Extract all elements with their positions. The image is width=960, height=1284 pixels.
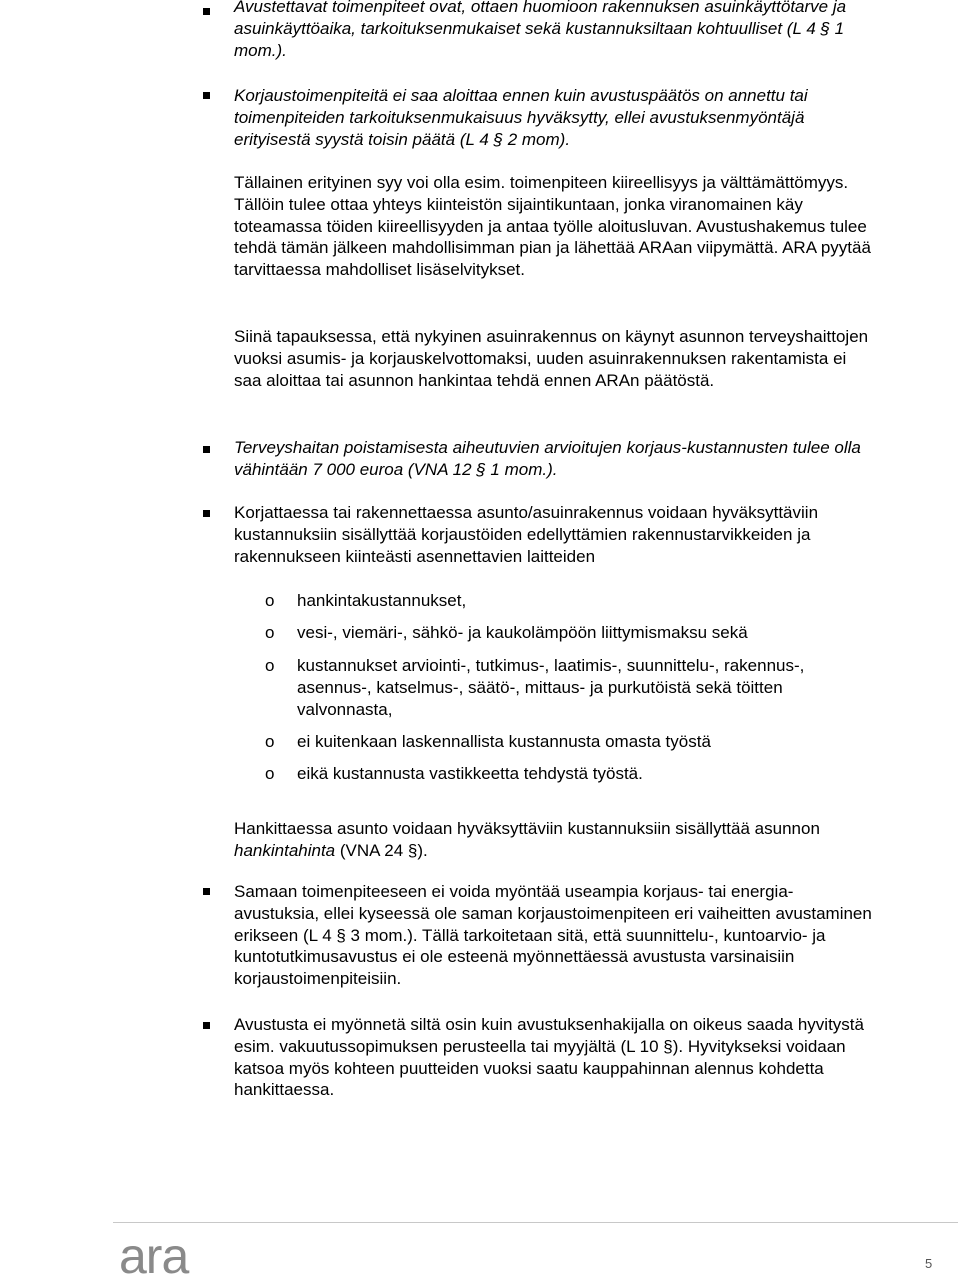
paragraph-2: Korjaustoimenpiteitä ei saa aloittaa ennen kuin avustuspäätös on annettu tai toimenpiteiden tarkoituksenmukaisuus hyväksytty, ellei avustuksenmyöntäjä erityisestä syystä toisin päätä (L 4 § 2 mom). xyxy=(234,86,808,149)
sublist-marker: o xyxy=(265,591,275,610)
bullet-marker xyxy=(203,92,210,99)
paragraph-7-text: Hankittaessa asunto voidaan hyväksyttäviin kustannuksiin sisällyttää asunnon xyxy=(234,819,820,838)
footer-divider xyxy=(113,1222,958,1223)
sublist-marker: o xyxy=(265,732,275,751)
paragraph-5: Terveyshaitan poistamisesta aiheutuvien arvioitujen korjaus-kustannusten tulee olla vähintään 7 000 euroa (VNA 12 § 1 mom.). xyxy=(234,438,861,479)
paragraph-4: Siinä tapauksessa, että nykyinen asuinrakennus on käynyt asunnon terveyshaittojen vuoksi asumis- ja korjauskelvottomaksi, uuden asuinrakennuksen rakentamista ei saa aloittaa tai asunnon hankintaa tehdä ennen ARAn päätöstä. xyxy=(234,327,869,390)
sublist-item: ei kuitenkaan laskennallista kustannusta omasta työstä xyxy=(297,732,711,751)
bullet-marker xyxy=(203,510,210,517)
bullet-marker xyxy=(203,888,210,895)
bullet-marker xyxy=(203,8,210,15)
sublist-marker: o xyxy=(265,764,275,783)
sublist-item: hankintakustannukset, xyxy=(297,591,467,610)
bullet-marker xyxy=(203,1022,210,1029)
sublist-marker: o xyxy=(265,623,275,642)
paragraph-6: Korjattaessa tai rakennettaessa asunto/asuinrakennus voidaan hyväksyttäviin kustannuksiin sisällyttää korjaustöiden edellyttämien rakennustarvikkeiden ja rakennukseen kiinteästi asennettavien laitteiden xyxy=(234,503,819,566)
sublist-marker: o xyxy=(265,656,275,675)
paragraph-3: Tällainen erityinen syy voi olla esim. toimenpiteen kiireellisyys ja välttämättömyys. Tällöin tulee ottaa yhteys kiinteistön sijaintikuntaan, jonka viranomainen käy toteamassa töiden kiireellisyyden ja antaa työlle aloitusluvan. Avustushakemus tulee tehdä tämän jälkeen mahdollisimman pian ja lähettää ARAan viipymättä. ARA pyytää tarvittaessa mahdolliset lisäselvitykset. xyxy=(234,173,871,280)
sublist-item: eikä kustannusta vastikkeetta tehdystä työstä. xyxy=(297,764,643,783)
ara-logo: ara xyxy=(119,1228,189,1284)
paragraph-7 xyxy=(234,818,874,862)
bullet-marker xyxy=(203,446,210,453)
paragraph-1: Avustettavat toimenpiteet ovat, ottaen huomioon rakennuksen asuinkäyttötarve ja asuinkäyttöaika, tarkoituksenmukaiset sekä kustannuksiltaan kohtuulliset (L 4 § 1 mom.). xyxy=(234,0,847,60)
sublist-item: vesi-, viemäri-, sähkö- ja kaukolämpöön liittymismaksu sekä xyxy=(297,623,748,642)
paragraph-7-italic: hankintahinta xyxy=(234,840,336,860)
paragraph-9: Avustusta ei myönnetä siltä osin kuin avustuksenhakijalla on oikeus saada hyvitystä esim. vakuutussopimuksen perusteella tai myyjältä (L 10 §). Hyvitykseksi voidaan katsoa myös kohteen puutteiden vuoksi saatu kauppahinnan alennus kohdetta hankittaessa. xyxy=(234,1015,864,1100)
paragraph-8: Samaan toimenpiteeseen ei voida myöntää useampia korjaus- tai energia-avustuksia, ellei kyseessä ole saman korjaustoimenpiteen eri vaiheitten avustaminen erikseen (L 4 § 3 mom.). Tällä tarkoitetaan sitä, että suunnittelu-, kuntoarvio- ja kuntotutkimusavustus ei ole esteenä myönnettäessä avustusta varsinaisiin korjaustoimenpiteisiin. xyxy=(234,882,872,989)
page-number: 5 xyxy=(925,1256,933,1271)
paragraph-7-tail: (VNA 24 §). xyxy=(335,840,428,860)
sublist-item: kustannukset arviointi-, tutkimus-, laatimis-, suunnittelu-, rakennus-, asennus-, katselmus-, säätö-, mittaus- ja purkutöistä sekä töitten valvonnasta, xyxy=(297,656,805,719)
